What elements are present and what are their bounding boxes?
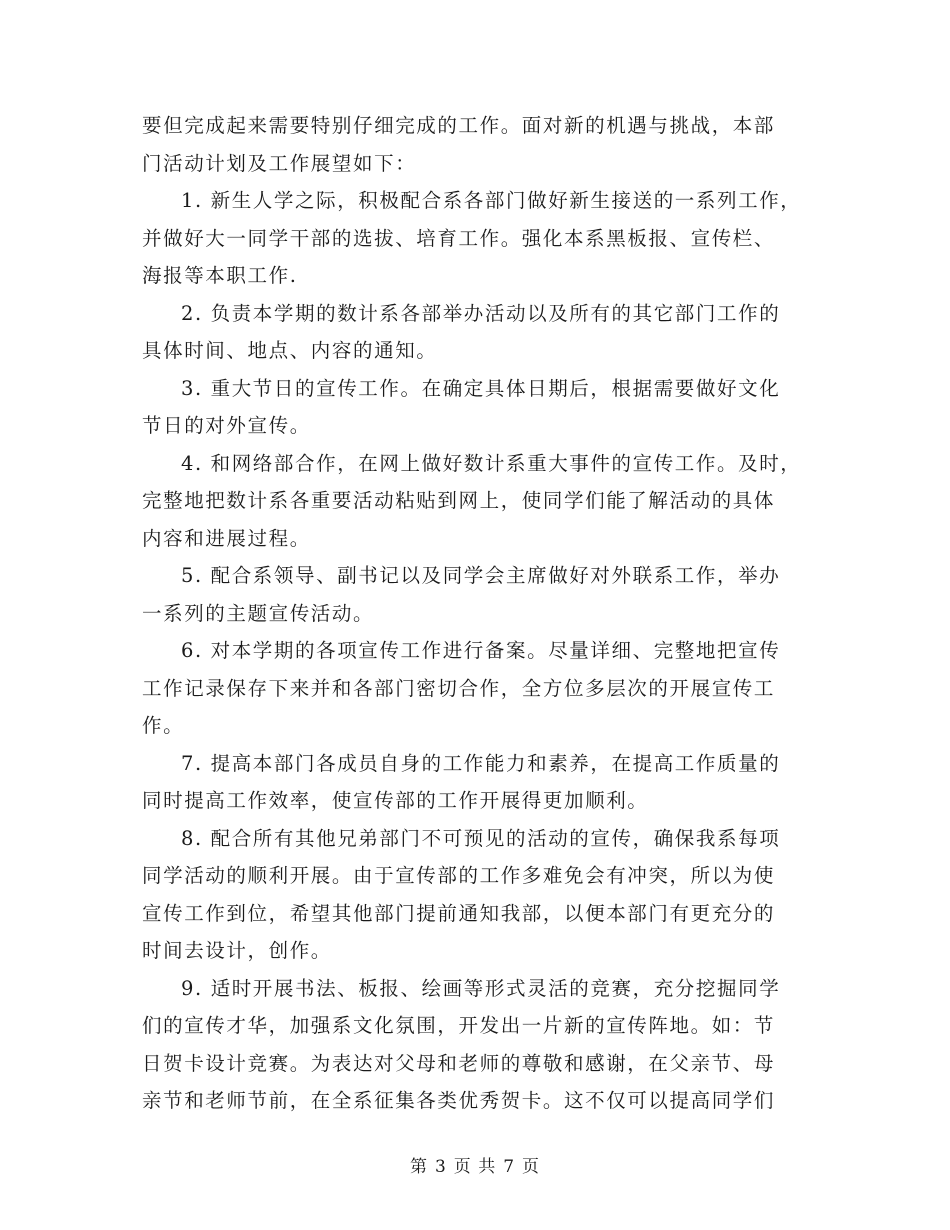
text-line: 具体时间、地点、内容的通知。 — [142, 339, 438, 362]
footer-suffix: 页 — [522, 1157, 541, 1177]
text-line: 6. 对本学期的各项宣传工作进行备案。尽量详细、完整地把宣传 — [181, 639, 781, 662]
text-line: 并做好大一同学干部的选拔、培育工作。强化本系黑板报、宣传栏、 — [142, 226, 776, 250]
text-line: 节日的对外宣传。 — [142, 414, 311, 437]
text-line: 们的宣传才华，加强系文化氛围，开发出一片新的宣传阵地。如：节 — [142, 1014, 776, 1037]
text-line: 作。 — [142, 714, 185, 737]
text-line: 宣传工作到位，希望其他部门提前通知我部，以便本部门有更充分的 — [142, 901, 776, 925]
text-line: 内容和进展过程。 — [142, 526, 311, 550]
text-line: 完整地把数计系各重要活动粘贴到网上，使同学们能了解活动的具体 — [142, 489, 776, 512]
document-body — [142, 107, 822, 1120]
text-line: 3. 重大节日的宣传工作。在确定具体日期后，根据需要做好文化 — [181, 376, 781, 400]
text-line: 同时提高工作效率，使宣传部的工作开展得更加顺利。 — [142, 789, 649, 812]
text-line: 5. 配合系领导、副书记以及同学会主席做好对外联系工作，举办 — [181, 564, 781, 587]
text-line: 9. 适时开展书法、板报、绘画等形式灵活的竞赛，充分挖掘同学 — [181, 976, 781, 1000]
text-line: 海报等本职工作. — [142, 264, 298, 287]
text-line: 时间去设计，创作。 — [142, 939, 332, 962]
text-line: 门活动计划及工作展望如下： — [142, 151, 417, 175]
text-line: 工作记录保存下来并和各部门密切合作，全方位多层次的开展宣传工 — [142, 676, 776, 700]
page-footer — [0, 1152, 950, 1177]
text-line: 日贺卡设计竞赛。为表达对父母和老师的尊敬和感谢，在父亲节、母 — [142, 1051, 776, 1075]
text-line: 亲节和老师节前，在全系征集各类优秀贺卡。这不仅可以提高同学们 — [142, 1089, 776, 1112]
text-line: 7. 提高本部门各成员自身的工作能力和素养，在提高工作质量的 — [181, 751, 781, 775]
text-line: 同学活动的顺利开展。由于宣传部的工作多难免会有冲突，所以为使 — [142, 864, 776, 887]
total-pages-number: 7 — [503, 1157, 516, 1177]
text-line: 8. 配合所有其他兄弟部门不可预见的活动的宣传，确保我系每项 — [181, 826, 781, 850]
text-line: 2. 负责本学期的数计系各部举办活动以及所有的其它部门工作的 — [181, 301, 781, 325]
footer-middle: 页 共 — [453, 1157, 497, 1177]
text-line: 4. 和网络部合作，在网上做好数计系重大事件的宣传工作。及时， — [181, 451, 802, 475]
footer-prefix: 第 — [409, 1157, 428, 1177]
text-line: 要但完成起来需要特别仔细完成的工作。面对新的机遇与挑战，本部 — [142, 114, 776, 137]
text-line: 一系列的主题宣传活动。 — [142, 601, 375, 625]
text-line: 1. 新生人学之际，积极配合系各部门做好新生接送的一系列工作， — [181, 189, 802, 212]
current-page-number: 3 — [434, 1157, 447, 1177]
